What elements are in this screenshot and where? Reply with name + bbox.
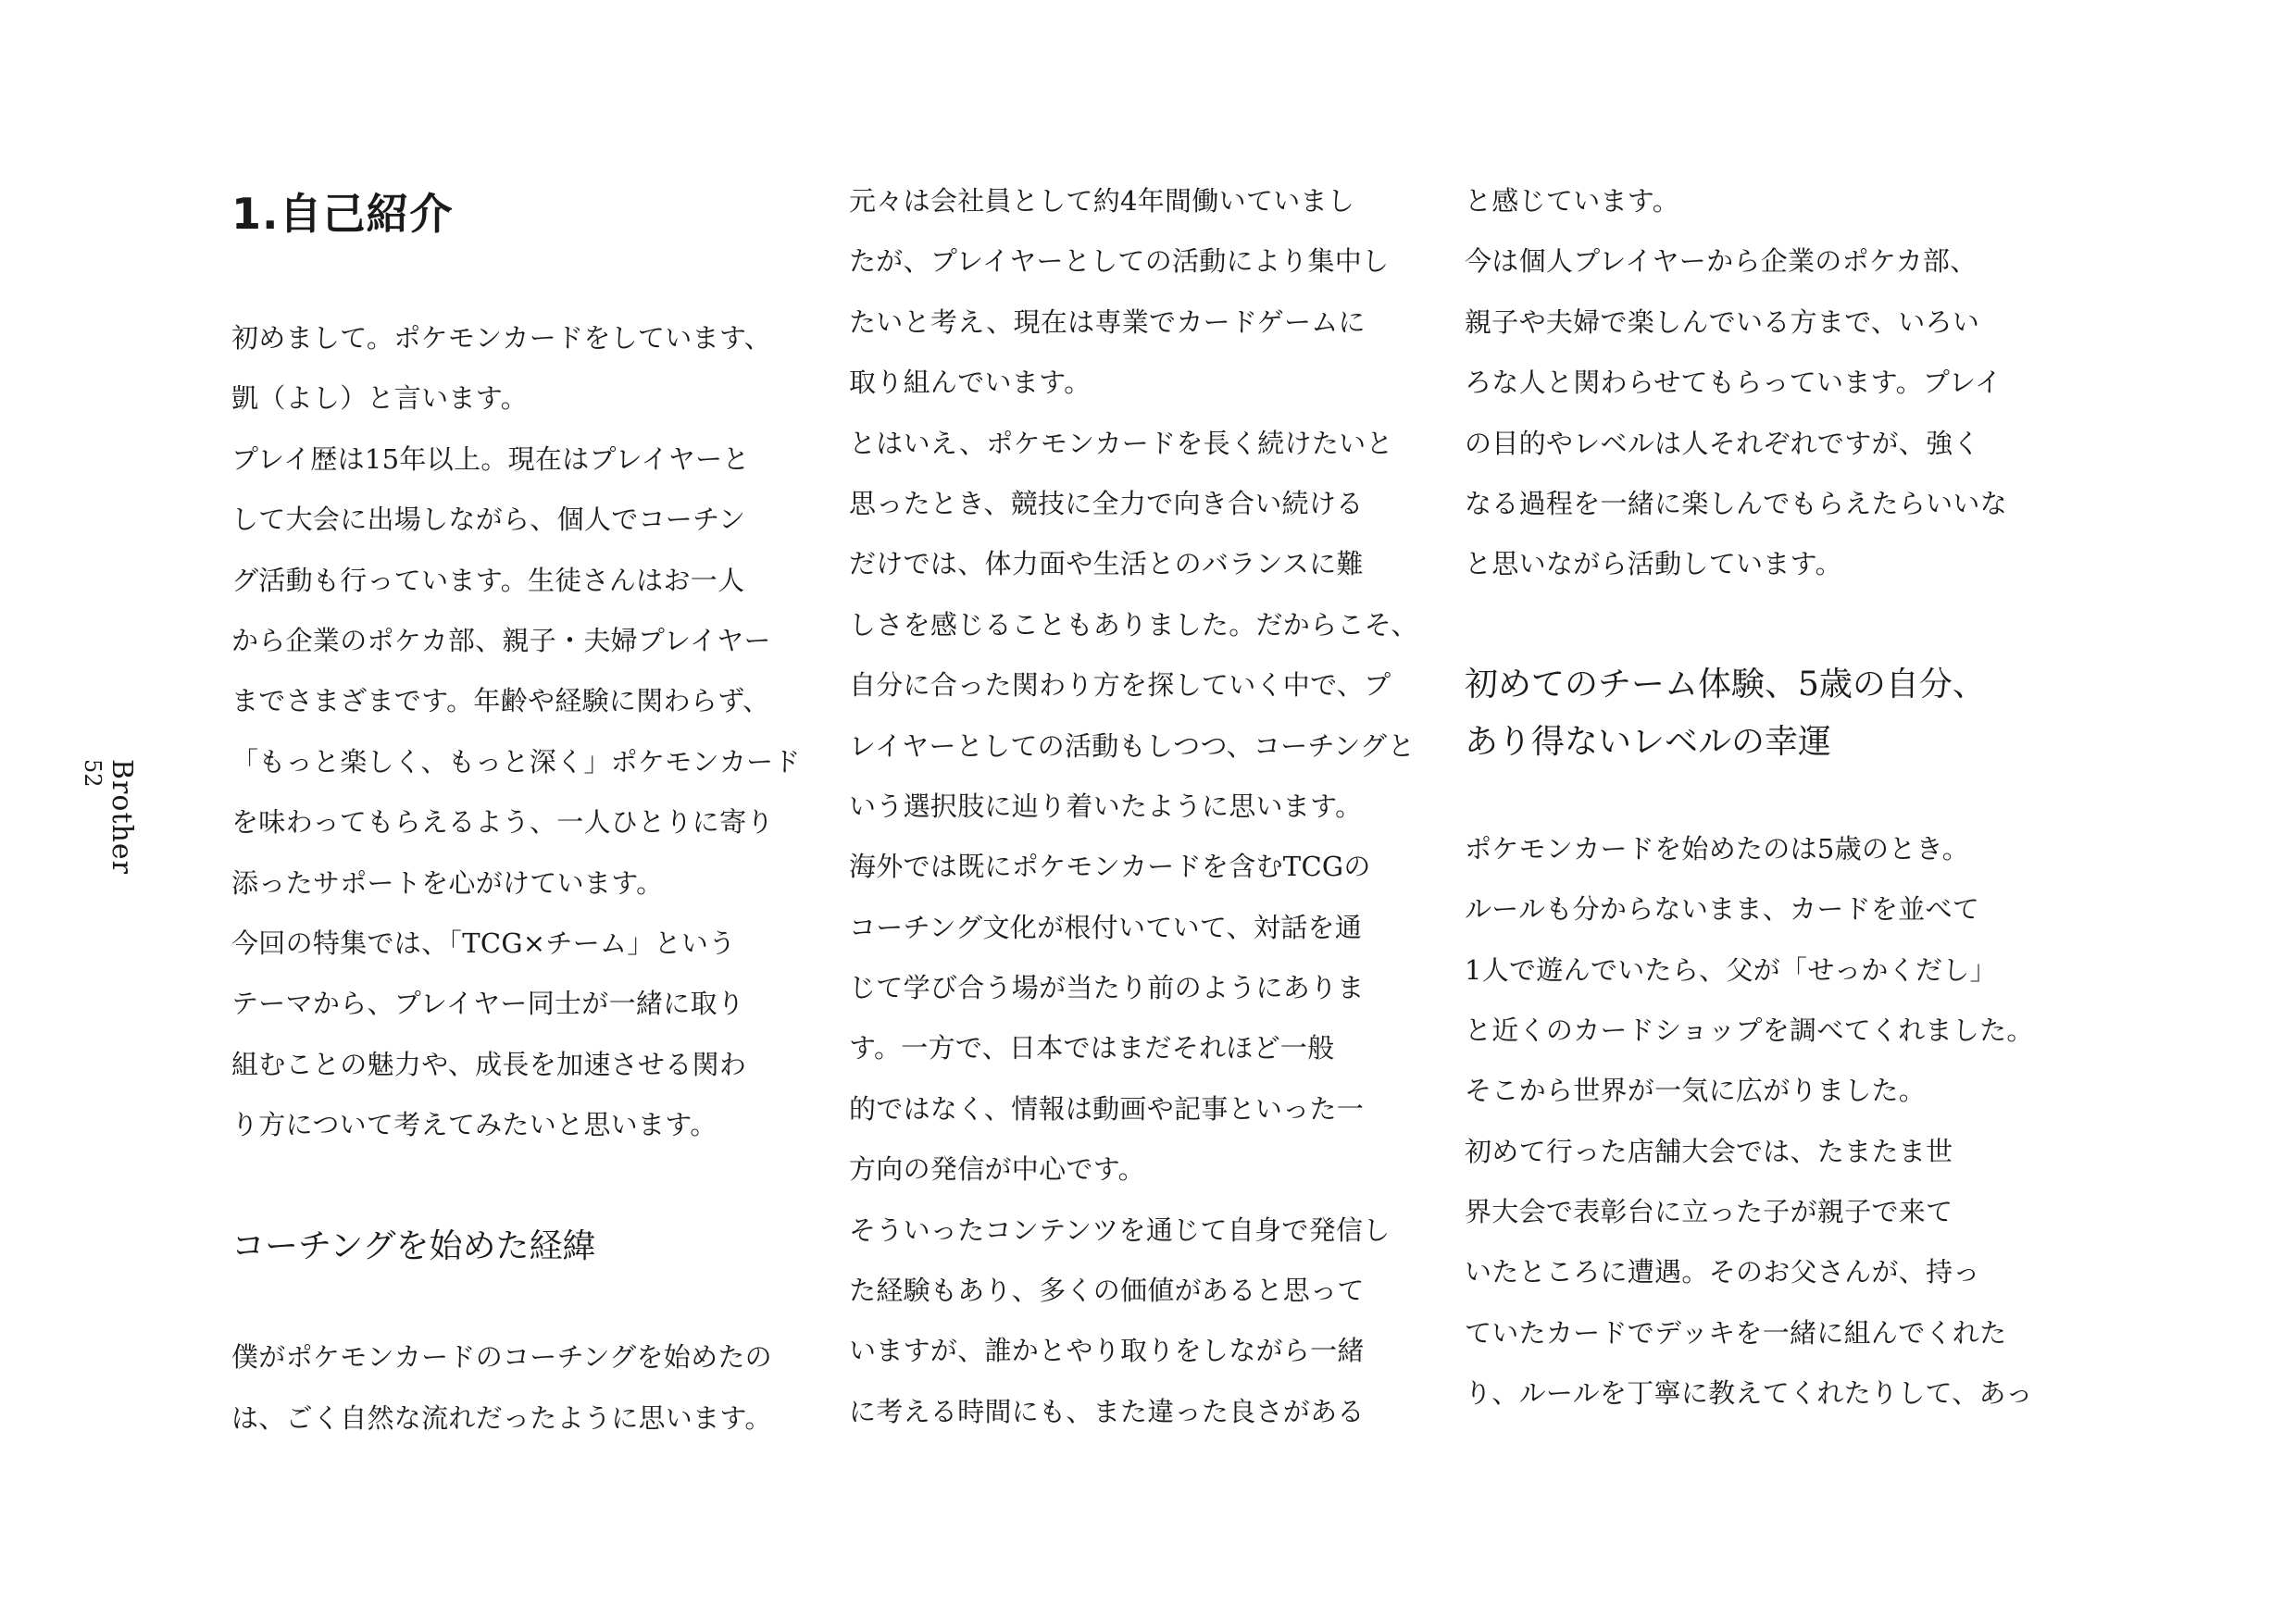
text-line: じて学び合う場が当たり前のようにありま <box>849 972 1365 1004</box>
text-line: 組むことの魅力や、成長を加速させる関わ <box>231 1048 747 1080</box>
text-line: を味わってもらえるよう、一人ひとりに寄り <box>231 806 774 839</box>
text-line: 方向の発信が中心です。 <box>849 1153 1145 1186</box>
text-line: ろな人と関わらせてもらっています。プレイ <box>1465 367 2003 399</box>
text-line: とはいえ、ポケモンカードを長く続けたいと <box>849 427 1393 459</box>
text-line: 自分に合った関わり方を探していく中で、プ <box>849 669 1391 702</box>
section-heading: 1.自己紹介 <box>231 189 454 239</box>
text-line: に考える時間にも、また違った良さがある <box>849 1395 1365 1427</box>
column-3 <box>1465 171 2034 1425</box>
text-line: と近くのカードショップを調べてくれました。 <box>1465 1014 2034 1046</box>
text-line: の目的やレベルは人それぞれですが、強く <box>1465 427 1980 459</box>
column-3-top-paragraphs <box>1465 171 2020 595</box>
text-line: そこから世界が一気に広がりました。 <box>1465 1075 1927 1107</box>
magazine-title: Brother <box>106 759 138 875</box>
text-line: た経験もあり、多くの価値があると思って <box>849 1275 1365 1307</box>
text-line: 思ったとき、競技に全力で向き合い続ける <box>849 487 1364 519</box>
text-line: ていたカードでデッキを一緒に組んでくれた <box>1465 1316 2007 1349</box>
text-line: コーチング文化が根付いていて、対話を通 <box>849 911 1363 943</box>
side-running-title <box>80 759 138 907</box>
text-line: ルールも分からないまま、カードを並べて <box>1465 893 1980 926</box>
text-line: プレイ歴は15年以上。現在はプレイヤーと <box>231 442 750 475</box>
text-line: レイヤーとしての活動もしつつ、コーチングと <box>849 729 1416 762</box>
text-line: と感じています。 <box>1465 185 1680 217</box>
text-line: だけでは、体力面や生活とのバランスに難 <box>849 548 1364 580</box>
subheading-line: あり得ないレベルの幸運 <box>1465 722 1832 761</box>
text-line: 的ではなく、情報は動画や記事といった一 <box>849 1092 1365 1125</box>
text-line: テーマから、プレイヤー同士が一緒に取り <box>231 988 745 1020</box>
text-line: しさを感じることもありました。だからこそ、 <box>849 608 1418 641</box>
coaching-paragraph <box>231 1327 787 1449</box>
text-line: 今回の特集では、「TCG×チーム」という <box>231 927 736 959</box>
text-line: 元々は会社員として約4年間働いていまし <box>849 185 1355 217</box>
text-line: 今は個人プレイヤーから企業のポケカ部、 <box>1465 245 1978 278</box>
text-line: グ活動も行っています。生徒さんはお一人 <box>231 564 745 596</box>
text-line: 僕がポケモンカードのコーチングを始めたの <box>231 1341 772 1374</box>
text-line: たいと考え、現在は専業でカードゲームに <box>849 305 1366 338</box>
text-line: 界大会で表彰台に立った子が親子で来て <box>1465 1196 1953 1228</box>
subheading-line: 初めてのチーム体験、5歳の自分、 <box>1465 665 1986 703</box>
text-line: 初めまして。ポケモンカードをしています、 <box>231 322 772 354</box>
text-line: 初めて行った店舗大会では、たまたま世 <box>1465 1135 1953 1167</box>
column-2 <box>849 171 1418 1442</box>
text-line: り、ルールを丁寧に教えてくれたりして、あっ <box>1465 1377 2033 1410</box>
text-line: と思いながら活動しています。 <box>1465 548 1842 580</box>
text-line: いう選択肢に辿り着いたように思います。 <box>849 790 1363 822</box>
text-line: は、ごく自然な流れだったように思います。 <box>231 1401 772 1434</box>
text-line: り方について考えてみたいと思います。 <box>231 1109 718 1141</box>
text-line: 凱（よし）と言います。 <box>231 382 528 415</box>
text-line: なる過程を一緒に楽しんでもらえたらいいな <box>1465 487 2008 519</box>
text-line: ポケモンカードを始めたのは5歳のとき。 <box>1465 832 1969 865</box>
text-line: 親子や夫婦で楽しんでいる方まで、いろい <box>1465 305 1980 338</box>
column-2-paragraphs <box>849 171 1418 1442</box>
text-line: までさまざまです。年齢や経験に関わらず、 <box>231 685 770 717</box>
text-line: 「もっと楽しく、もっと深く」ポケモンカード <box>231 745 801 778</box>
text-line: 海外では既にポケモンカードを含むTCGの <box>849 851 1371 883</box>
text-line: して大会に出場しながら、個人でコーチン <box>231 504 746 536</box>
text-line: いますが、誰かとやり取りをしながら一緒 <box>849 1335 1365 1367</box>
text-line: す。一方で、日本ではまだそれほど一般 <box>849 1032 1335 1064</box>
page-number: 52 <box>80 759 106 788</box>
text-line: 添ったサポートを心がけています。 <box>231 866 664 899</box>
column-3-bottom-paragraphs <box>1465 819 2034 1425</box>
text-line: いたところに遭遇。そのお父さんが、持っ <box>1465 1256 1980 1288</box>
text-line: そういったコンテンツを通じて自身で発信し <box>849 1214 1391 1246</box>
text-line: から企業のポケカ部、親子・夫婦プレイヤー <box>231 624 771 656</box>
text-line: たが、プレイヤーとしての活動により集中し <box>849 245 1390 278</box>
subheading-first-team <box>1465 656 2020 771</box>
intro-paragraphs <box>231 308 801 1155</box>
text-line: 1人で遊んでいたら、父が「せっかくだし」 <box>1465 953 1997 986</box>
subheading-coaching: コーチングを始めた経緯 <box>231 1227 596 1266</box>
column-1 <box>231 171 801 1449</box>
text-line: 取り組んでいます。 <box>849 367 1092 399</box>
side-running-title-rotated <box>80 759 137 875</box>
